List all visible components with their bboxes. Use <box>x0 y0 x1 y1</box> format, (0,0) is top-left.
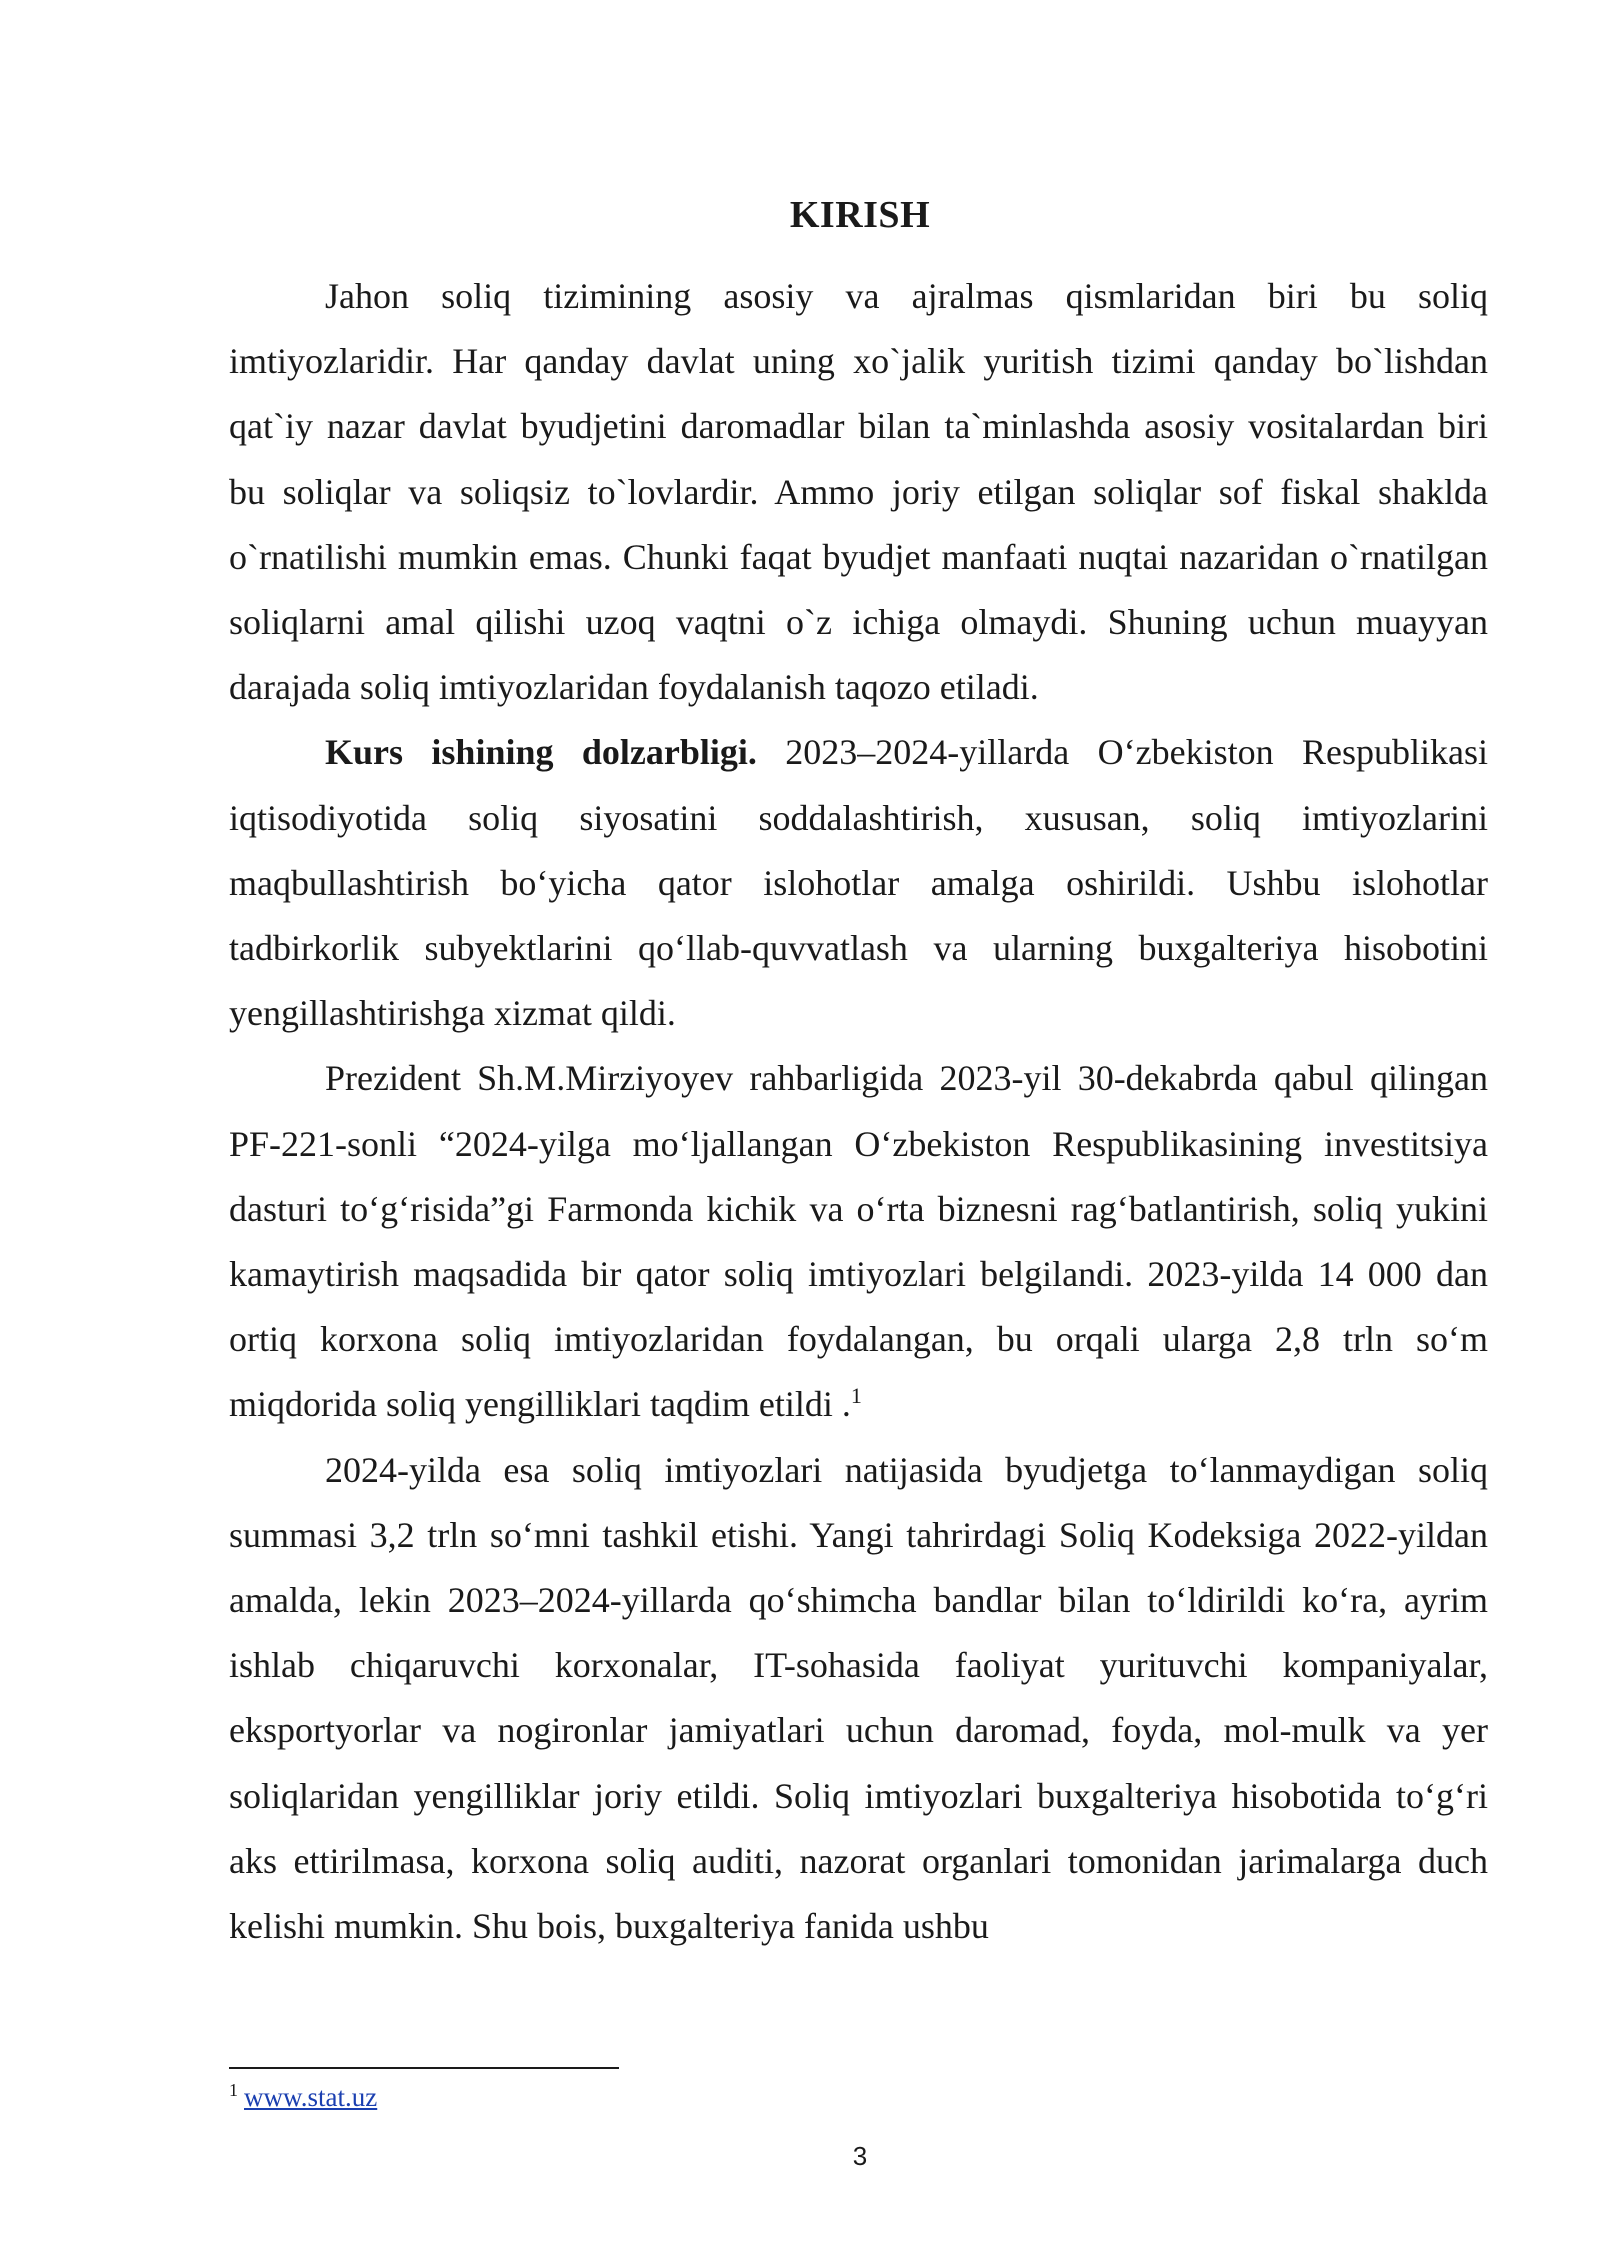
paragraph-decree <box>229 1046 1488 1437</box>
footnote <box>229 2080 377 2114</box>
paragraph-intro <box>229 264 1488 720</box>
paragraph-text: 2023–2024-yillarda O‘zbekiston Respublikasi iqtisodiyotida soliq siyosatini soddalashtirish, xususan, soliq imtiyozlarini maqbullashtirish bo‘yicha qator islohotlar amalga oshirildi. Ushbu islohotlar tadbirkorlik subyektlarini qo‘llab-quvvatlash va ularning buxgalteriya hisobotini yengillashtirishga xizmat qildi. <box>229 732 1488 1034</box>
body-text <box>229 264 1488 1959</box>
footnote-number: 1 <box>229 2080 238 2100</box>
page-number: 3 <box>852 2141 868 2171</box>
paragraph-text: 2024-yilda esa soliq imtiyozlari natijasida byudjetga to‘lanmaydigan soliq summasi 3,2 trln so‘mni tashkil etishi. Yangi tahrirdagi Soliq Kodeksiga 2022-yildan amalda, lekin 2023–2024-yillarda qo‘shimcha bandlar bilan to‘ldirildi ko‘ra, ayrim ishlab chiqaruvchi korxonalar, IT-sohasida faoliyat yurituvchi kompaniyalar, eksportyorlar va nogironlar jamiyatlari uchun daromad, foyda, mol-mulk va yer soliqlaridan yengilliklar joriy etildi. Soliq imtiyozlari buxgalteriya hisobotida to‘g‘ri aks ettirilmasa, korxona soliq auditi, nazorat organlari tomonidan jarimalarga duch kelishi mumkin. Shu bois, buxgalteriya fanida ushbu <box>229 1449 1488 1947</box>
footnote-link[interactable]: www.stat.uz <box>244 2082 378 2112</box>
footnote-reference[interactable]: 1 <box>850 1383 862 1409</box>
page-heading: KIRISH <box>789 194 931 236</box>
paragraph-2024 <box>229 1438 1488 1960</box>
paragraph-text: Prezident Sh.M.Mirziyoyev rahbarligida 2023-yil 30-dekabrda qabul qilingan PF-221-sonli “2024-yilga mo‘ljallangan O‘zbekiston Respublikasining investitsiya dasturi to‘g‘risida”gi Farmonda kichik va o‘rta biznesni rag‘batlantirish, soliq yukini kamaytirish maqsadida bir qator soliq imtiyozlari belgilandi. 2023-yilda 14 000 dan ortiq korxona soliq imtiyozlaridan foydalangan, bu orqali ularga 2,8 trln so‘m miqdorida soliq yengilliklari taqdim etildi . <box>229 1058 1488 1425</box>
paragraph-bold-lead: Kurs ishining dolzarbligi. <box>325 732 757 773</box>
paragraph-relevance <box>229 720 1488 1046</box>
footnote-separator <box>229 2067 619 2069</box>
paragraph-text: Jahon soliq tizimining asosiy va ajralmas qismlaridan biri bu soliq imtiyozlaridir. Har qanday davlat uning xo`jalik yuritish tizimi qanday bo`lishdan qat`iy nazar davlat byudjetini daromadlar bilan ta`minlashda asosiy vositalardan biri bu soliqlar va soliqsiz to`lovlardir. Ammo joriy etilgan soliqlar sof fiskal shaklda o`rnatilishi mumkin emas. Chunki faqat byudjet manfaati nuqtai nazaridan o`rnatilgan soliqlarni amal qilishi uzoq vaqtni o`z ichiga olmaydi. Shuning uchun muayyan darajada soliq imtiyozlaridan foydalanish taqozo etiladi. <box>229 276 1488 708</box>
